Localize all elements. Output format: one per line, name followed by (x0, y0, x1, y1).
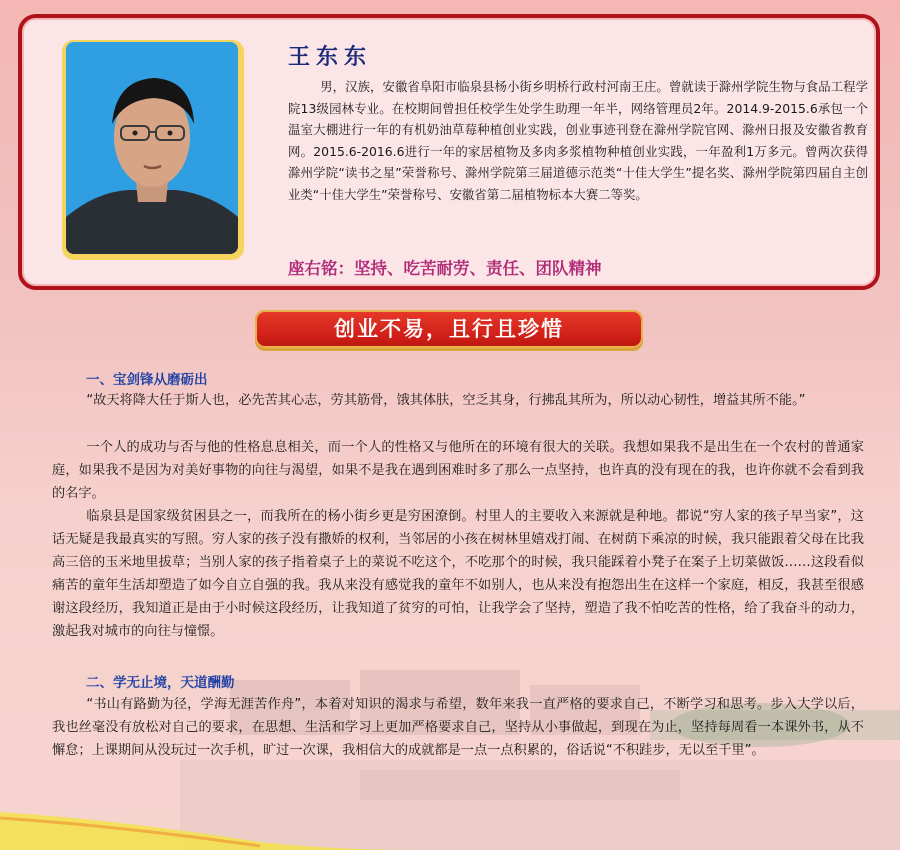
person-name: 王东东 (288, 44, 373, 70)
section-heading-2: 二、学无止境，天道酬勤 (86, 675, 235, 691)
paragraph-2: 一个人的成功与否与他的性格息息相关，而一个人的性格又与他所在的环境有很大的关联。我想如果我不是出生在一个农村的普通家庭，如果我不是因为对美好事物的向往与渴望，如果不是我在遇到困难时多了那么一点坚持，也许真的没有现在的我，也许你就不会看到我的名字。 (52, 440, 864, 502)
paragraph-3: 临泉县是国家级贫困县之一，而我所在的杨小街乡更是穷困潦倒。村里人的主要收入来源就是种地。都说“穷人家的孩子早当家”，这话无疑是我最真实的写照。穷人家的孩子没有撒娇的权利，当邻居的小孩在树林里嬉戏打闹、在树荫下乘凉的时候，我只能跟着父母在比我高三倍的玉米地里拔草；当别人家的孩子指着桌子上的菜说不吃这个，不吃那个的时候，我只能踩着小凳子在案子上切菜做饭……这段看似痛苦的童年生活却塑造了如今自立自强的我。我从来没有感觉我的童年不如别人，也从来没有抱怨出生在这样一个家庭，相反，我甚至很感谢这段经历，我知道正是由于小时候这段经历，让我知道了贫穷的可怕，让我学会了坚持，塑造了我不怕吃苦的性格，给了我奋斗的动力，激起我对城市的向往与憧憬。 (52, 509, 864, 640)
motto: 座右铭：坚持、吃苦耐劳、责任、团队精神 (288, 259, 602, 278)
decorative-curve (0, 790, 420, 850)
profile-photo (66, 42, 238, 254)
section-heading-1: 一、宝剑锋从磨砺出 (86, 372, 208, 388)
photo-frame (62, 40, 244, 260)
profile-card (18, 14, 880, 290)
title-banner: 创业不易，且行且珍惜 (255, 310, 643, 348)
paragraph-4: “书山有路勤为径，学海无涯苦作舟”，本着对知识的渴求与希望，数年来我一直严格的要求自己，不断学习和思考。步入大学以后，我也丝毫没有放松对自己的要求，在思想、生活和学习上更加严格要求自己，坚持从小事做起，到现在为止，坚持每周看一本课外书，从不懈怠；上课期间从没玩过一次手机，旷过一次课，我相信大的成就都是一点一点积累的，俗话说“不积跬步，无以至千里”。 (52, 697, 864, 759)
paragraph-quote-1: “故天将降大任于斯人也，必先苦其心志，劳其筋骨，饿其体肤，空乏其身，行拂乱其所为，所以动心韧性，增益其所不能。” (86, 393, 806, 408)
profile-bio: 男，汉族，安徽省阜阳市临泉县杨小街乡明桥行政村河南王庄。曾就读于滁州学院生物与食品工程学院13级园林专业。在校期间曾担任校学生处学生助理一年半，网络管理员2年。2014.9-2015.6承包一个温室大棚进行一年的有机奶油草莓种植创业实践，创业事迹刊登在滁州学院官网、滁州日报及安徽省教育网。2015.6-2016.6进行一年的家居植物及多肉多浆植物种植创业实践，一年盈利1万多元。曾两次获得滁州学院“读书之星”荣誉称号、滁州学院第三届道德示范类“十佳大学生”提名奖、滁州学院第四届自主创业类“十佳大学生”荣誉称号、安徽省第二届植物标本大赛二等奖。 (288, 79, 868, 202)
